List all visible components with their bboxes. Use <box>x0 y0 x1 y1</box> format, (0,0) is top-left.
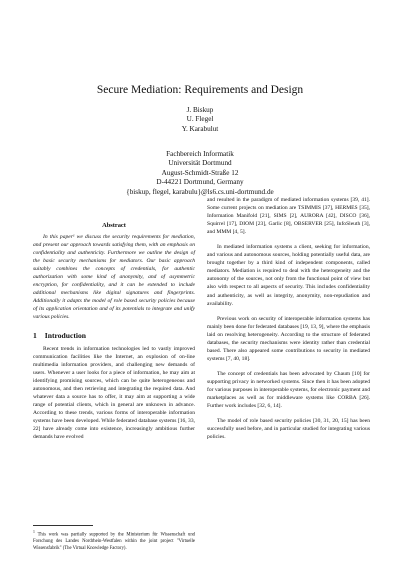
section-title: Introduction <box>44 330 87 340</box>
author-name: J. Biskup <box>186 106 214 114</box>
footnote-mark: 1 <box>33 530 35 534</box>
body-paragraph: The model of role based security policies [30, 31, 20, 15] has been successfully used before, and in particular studied for integrating various policies. <box>207 418 370 441</box>
affiliation-line: August-Schmidt-Straße 12 <box>161 168 239 177</box>
section-number: 1 <box>33 330 37 340</box>
footnote-divider <box>33 525 93 526</box>
body-paragraph: In mediated information systems a client, seeking for information, and various and autonomous sources, holding potentially useful data, are brought together by a third kind of independent components, called mediators. Mediation is required to deal with the heterogeneity and the autonomy of the sources, not only from the functional point of view but also with respect to all aspects of security. This includes confidentiality and authenticity, as well as integrity, anonymity, non-repudiation and availability. <box>207 244 370 307</box>
author-name: Y. Karabulut <box>181 124 219 133</box>
footnote <box>33 529 195 552</box>
paper-title: Secure Mediation: Requirements and Design <box>96 84 304 96</box>
body-paragraph: The concept of credentials has been advocated by Chaum [10] for supporting privacy in networked systems. Since then it has been adopted for various purposes in interoperable systems, for electronic payment and marketplaces as well as for middleware systems like CORBA [26]. Further work includes [32, 6, 14]. <box>207 370 370 410</box>
affiliation-block <box>0 150 400 197</box>
author-name: U. Flegel <box>186 115 214 124</box>
author-list <box>0 106 400 134</box>
body-paragraph: Previous work on security of interoperable information systems has mainly been done for federated databases [19, 13, 9], where the emphasis laid on resolving heterogeneity. According to the structure of federated databases, the security mechanisms were identity rather than credential based. There also appeared some contributions to security in mediated systems [7, 40, 18]. <box>207 315 370 362</box>
footnote-text: This work was partially supported by the Ministerium für Wissenschaft und Forschung des Landes Nordrhein-Westfalen within the joint project "Virtuelle Wissensfabrik" (The Virtual Knowledge Factory). <box>33 532 196 551</box>
author-emails: {biskup, flegel, karabulu}@ls6.cs.uni-dortmund.de <box>126 187 274 196</box>
body-paragraph: Recent trends in information technologies led to vastly improved communication facilities like the Internet, an explosion of on-line multimedia information providers, and challenging new demands of users. Whenever a user looks for a piece of information, he may aim at identifying promising sources, which can be quite heterogeneous and autonomous, and then retrieving and integrating the required data. And whatever data a source has to offer, it may aim at supporting a wide range of potential clients, which in general are unknown in advance. According to these trends, various forms of interoperable information systems have been developed. While federated database systems [16, 33, 22] have already come into existence, increasingly ambitious further demands have evolved <box>33 345 195 441</box>
right-column <box>207 196 370 448</box>
left-column <box>33 222 195 447</box>
affiliation-line: Universität Dortmund <box>168 159 232 168</box>
body-paragraph: and resulted in the paradigm of mediated information systems [39, 41]. Some current projects on mediation are TSIMMIS [37], HERMES [35], Information Manifold [21], SIMS [2], AURORA [42], DISCO [36], Squirrel [17], DIOM [23], Garlic [8], OBSERVER [25], InfoSleuth [3], and MMM [4, 5]. <box>207 197 370 236</box>
abstract-text: In this paper¹ we discuss the security requirements for mediation, and present our approach towards satisfying them, with an emphasis on confidentiality and authenticity. Furthermore we outline the design of the basic security mechanisms for mediators. Our basic approach suitably combines the concepts of credentials, for authentic authorization with some kind of anonymity, and of asymmetric encryption, for confidentiality, and it can be extended to include additional mechanisms like digital signatures and fingerprints. Additionally it adapts the model of role based security policies because of its application orientation and of its potentials to integrate and unify various policies. <box>33 234 195 321</box>
affiliation-line: Fachbereich Informatik <box>166 150 234 158</box>
abstract-heading: Abstract <box>102 222 126 229</box>
affiliation-line: D-44221 Dortmund, Germany <box>156 178 244 187</box>
section-heading <box>33 331 195 340</box>
